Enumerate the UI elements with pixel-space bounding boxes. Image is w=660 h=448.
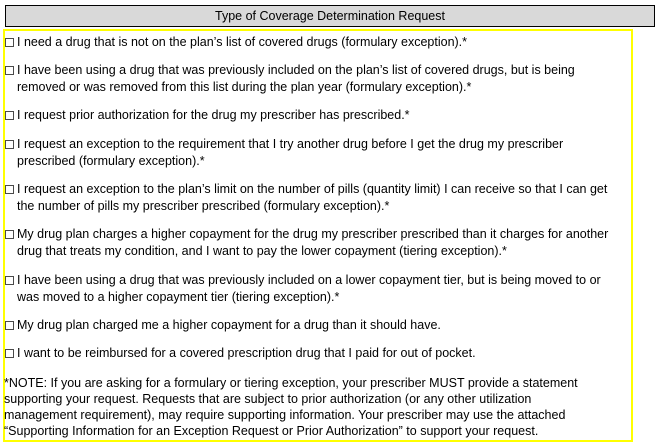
checkbox[interactable] — [5, 66, 14, 75]
option-text-line: I request prior authorization for the drug my prescriber has prescribed.* — [17, 108, 410, 122]
exception-note — [4, 375, 632, 439]
option-text-line: removed or was removed from this list during the plan year (formulary exception).* — [17, 80, 472, 94]
option-drug-removed-from-list[interactable] — [4, 62, 632, 96]
checkbox[interactable] — [5, 140, 14, 149]
note-line: management requirement), may require supporting information. Your prescriber may use the attached — [4, 408, 566, 422]
option-text-line: My drug plan charged me a higher copayment for a drug than it should have. — [17, 318, 441, 332]
option-prior-authorization[interactable] — [4, 107, 632, 124]
section-header — [5, 5, 655, 27]
checkbox[interactable] — [5, 349, 14, 358]
option-moved-higher-tier[interactable] — [4, 272, 632, 306]
option-text-line: I want to be reimbursed for a covered prescription drug that I paid for out of pocket. — [17, 346, 476, 360]
option-text-line: I have been using a drug that was previously included on a lower copayment tier, but is being moved to or — [17, 273, 601, 287]
option-text-line: I request an exception to the plan’s limit on the number of pills (quantity limit) I can receive so that I can get — [17, 182, 608, 196]
option-text-line: drug that treats my condition, and I want to pay the lower copayment (tiering exception).* — [17, 244, 507, 258]
option-text-line: was moved to a higher copayment tier (tiering exception).* — [17, 290, 340, 304]
note-line: *NOTE: If you are asking for a formulary or tiering exception, your prescriber MUST provide a statement — [4, 376, 578, 390]
section-title: Type of Coverage Determination Request — [215, 9, 445, 23]
checkbox[interactable] — [5, 230, 14, 239]
option-quantity-limit-exception[interactable] — [4, 181, 632, 215]
option-overcharged-copayment[interactable] — [4, 317, 632, 334]
checkbox[interactable] — [5, 321, 14, 330]
option-step-therapy-exception[interactable] — [4, 136, 632, 170]
note-line: “Supporting Information for an Exception Request or Prior Authorization” to support your request. — [4, 424, 539, 438]
option-text-line: I request an exception to the requirement that I try another drug before I get the drug my prescriber — [17, 137, 564, 151]
option-text-line: I have been using a drug that was previously included on the plan’s list of covered drugs, but is being — [17, 63, 575, 77]
option-formulary-not-on-list[interactable] — [4, 34, 632, 51]
option-text-line: My drug plan charges a higher copayment for the drug my prescriber prescribed than it charges for another — [17, 227, 609, 241]
option-lower-copayment-tiering[interactable] — [4, 226, 632, 260]
checkbox[interactable] — [5, 111, 14, 120]
checkbox[interactable] — [5, 185, 14, 194]
checkbox[interactable] — [5, 276, 14, 285]
option-text-line: prescribed (formulary exception).* — [17, 154, 205, 168]
option-reimbursement[interactable] — [4, 345, 632, 362]
option-text-line: I need a drug that is not on the plan’s list of covered drugs (formulary exception).* — [17, 35, 468, 49]
note-line: supporting your request. Requests that are subject to prior authorization (or any other utilization — [4, 392, 532, 406]
checkbox[interactable] — [5, 38, 14, 47]
option-text-line: the number of pills my prescriber prescribed (formulary exception).* — [17, 199, 390, 213]
